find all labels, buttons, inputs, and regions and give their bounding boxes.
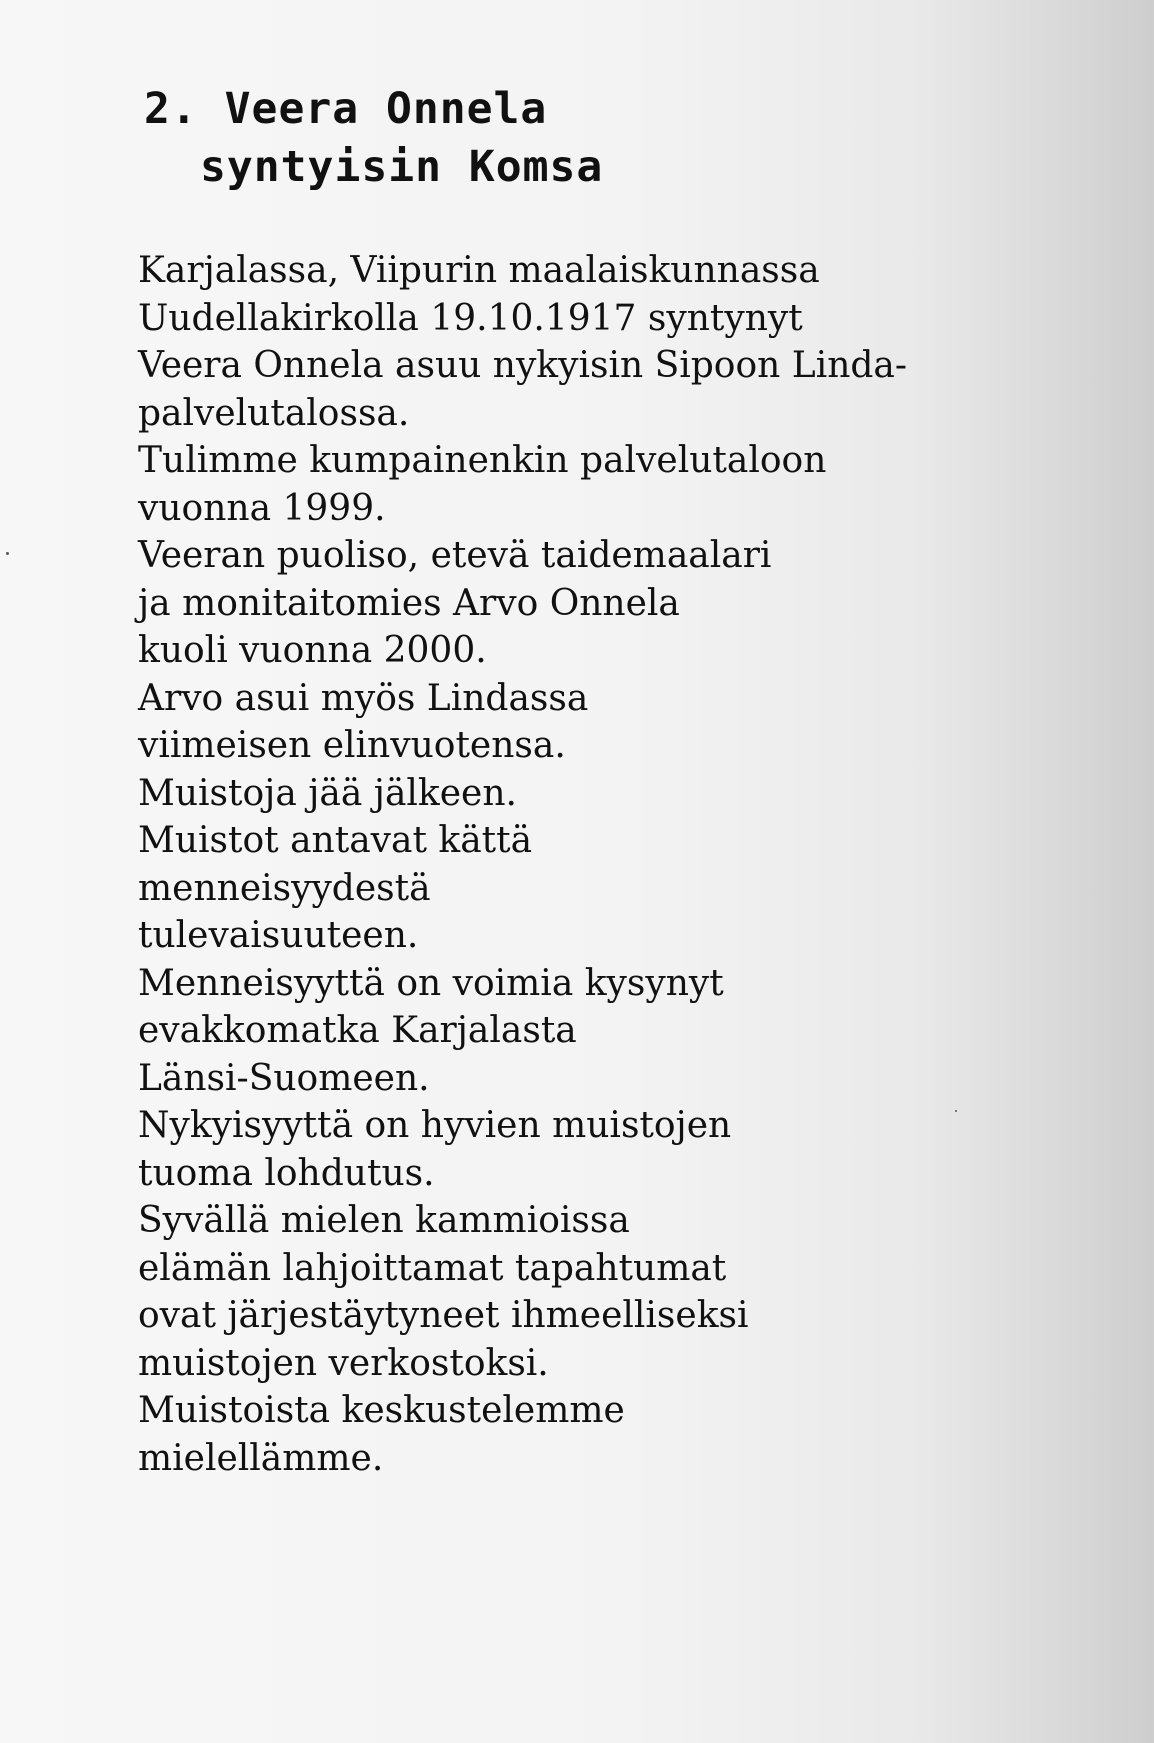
text-line: tulevaisuuteen. [138, 915, 419, 956]
text-line: kuoli vuonna 2000. [138, 630, 487, 671]
text-line: palvelutalossa. [138, 392, 410, 434]
text-line: Veeran puoliso, etevä taidemaalari [138, 535, 772, 576]
text-line: Muistoista keskustelemme [138, 1390, 625, 1431]
text-line: tuoma lohdutus. [138, 1152, 435, 1194]
text-line: Arvo asui myös Lindassa [138, 677, 589, 719]
text-line: Tulimme kumpainenkin palvelutaloon [138, 440, 827, 481]
text-line: menneisyydestä [138, 867, 431, 909]
text-line: evakkomatka Karjalasta [138, 1010, 577, 1051]
text-line: ja monitaitomies Arvo Onnela [138, 582, 680, 624]
text-line: Länsi-Suomeen. [138, 1057, 430, 1099]
body-text [138, 247, 1038, 1482]
text-line: Muistot antavat kättä [138, 820, 533, 861]
text-line: Menneisyyttä on voimia kysynyt [138, 962, 724, 1004]
text-line: ovat järjestäytyneet ihmeelliseksi [138, 1295, 749, 1336]
text-line: Muistoja jää jälkeen. [138, 772, 517, 814]
text-line: mielellämme. [138, 1437, 384, 1479]
text-line: muistojen verkostoksi. [138, 1342, 549, 1384]
page-heading [144, 80, 603, 196]
heading-line-name: 2. Veera Onnela [144, 84, 548, 134]
text-line: Syvällä mielen kammioissa [138, 1200, 630, 1241]
scan-speck [6, 552, 9, 555]
scan-speck [955, 1110, 957, 1112]
heading-line-birthname: syntyisin Komsa [200, 142, 604, 192]
text-line: viimeisen elinvuotensa. [138, 725, 566, 766]
text-line: vuonna 1999. [138, 487, 386, 529]
text-line: elämän lahjoittamat tapahtumat [138, 1247, 727, 1289]
text-line: Veera Onnela asuu nykyisin Sipoon Linda- [138, 345, 908, 386]
text-line: Uudellakirkolla 19.10.1917 syntynyt [138, 297, 803, 339]
text-line: Karjalassa, Viipurin maalaiskunnassa [138, 250, 820, 291]
text-line: Nykyisyyttä on hyvien muistojen [138, 1105, 732, 1146]
